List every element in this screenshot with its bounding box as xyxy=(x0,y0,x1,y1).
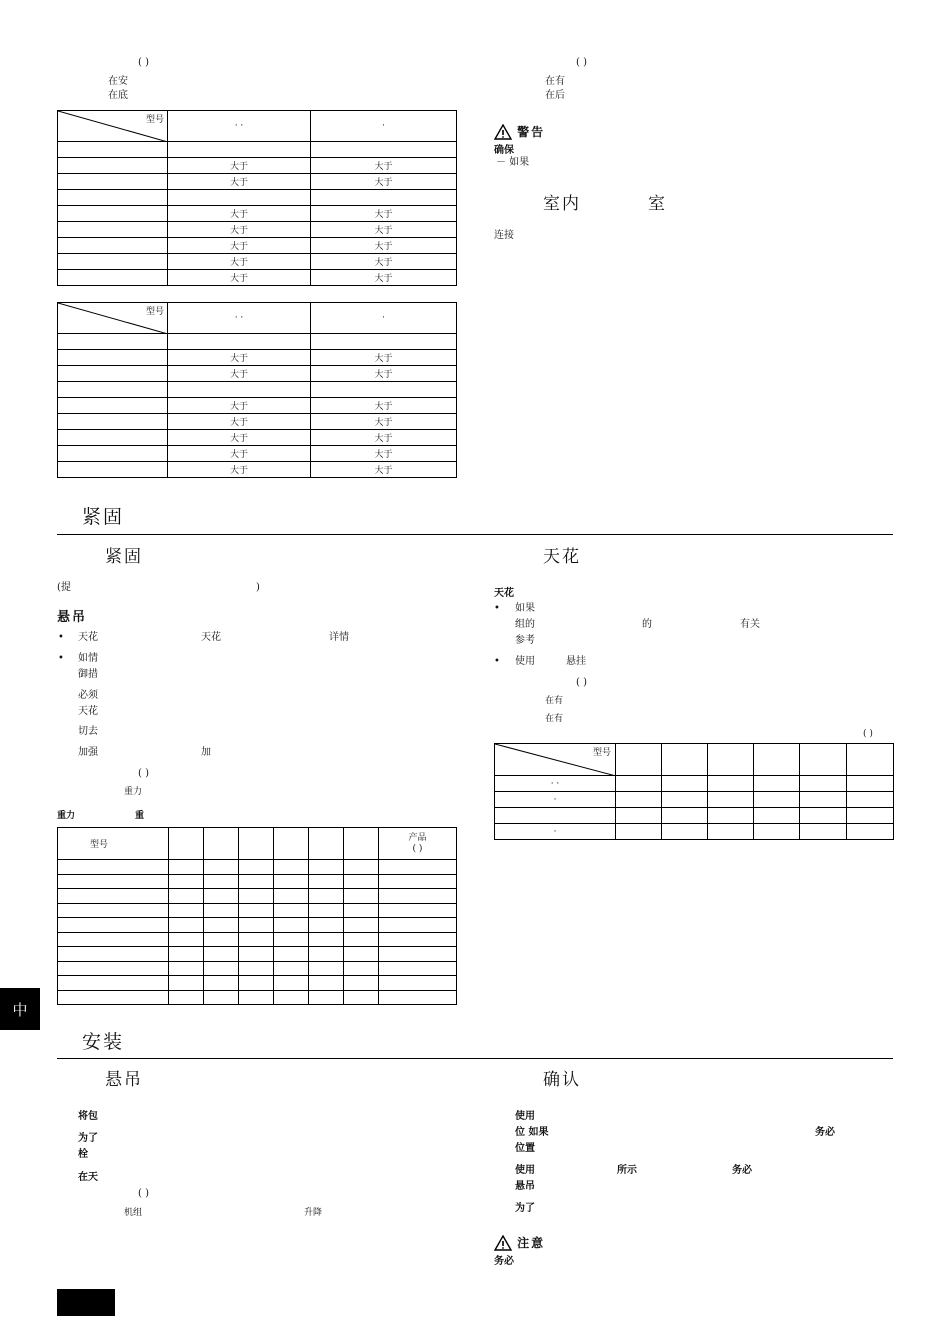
table-cell: 大于 xyxy=(311,174,457,190)
table-cell xyxy=(311,334,457,350)
ceiling-b2-b: 悬挂 xyxy=(566,656,586,667)
top-right-line2: 在后 xyxy=(545,90,565,101)
install-right-p3: 为了 xyxy=(515,1203,535,1214)
table-cell xyxy=(204,932,239,947)
table-cell xyxy=(344,961,379,976)
table-cell: 大于 xyxy=(311,414,457,430)
ceiling-paren: ( ) xyxy=(576,677,587,688)
ceiling-b1-line2b: 的 xyxy=(642,619,652,630)
table-cell xyxy=(344,874,379,889)
col-header-a: · · xyxy=(168,111,311,142)
table-cell: 大于 xyxy=(168,430,311,446)
indoor-text: 连接 xyxy=(494,230,514,241)
weight-label-b: 重 xyxy=(135,811,145,821)
table-cell xyxy=(379,961,457,976)
table-cell xyxy=(204,860,239,875)
top-left-line1: 在安 xyxy=(108,76,128,87)
table-cell xyxy=(239,947,274,962)
table-cell: 大于 xyxy=(168,174,311,190)
bullet-dot: • xyxy=(58,632,64,643)
top-left-paren: ( ) xyxy=(138,57,149,68)
table-cell: 大于 xyxy=(311,430,457,446)
table-cell xyxy=(309,947,344,962)
table-cell: 大于 xyxy=(311,350,457,366)
table-cell xyxy=(379,874,457,889)
table-cell xyxy=(168,382,311,398)
table-cell xyxy=(58,889,169,904)
product-paren: ( ) xyxy=(412,843,423,854)
bullet1-a: 天花 xyxy=(78,632,98,643)
ceiling-table xyxy=(494,743,894,840)
table-cell: 大于 xyxy=(311,462,457,478)
table-cell xyxy=(379,889,457,904)
table-cell xyxy=(58,860,169,875)
language-tab[interactable]: 中 xyxy=(0,988,40,1030)
col-header-b: · xyxy=(311,303,457,334)
table-cell xyxy=(239,874,274,889)
table-cell: 大于 xyxy=(168,366,311,382)
ceiling-paren-right: ( ) xyxy=(863,729,873,739)
install-right-p1b: 位 如果 xyxy=(515,1127,549,1138)
product-label: 产品 xyxy=(408,832,427,843)
install-left-p1: 将包 xyxy=(78,1111,98,1122)
table-cell xyxy=(239,889,274,904)
fasten-subheading-left: 紧固 xyxy=(105,547,143,567)
install-right-p2b: 悬吊 xyxy=(515,1181,535,1192)
table-row xyxy=(58,990,457,1005)
table-cell xyxy=(169,976,204,991)
table-cell xyxy=(204,976,239,991)
table-cell xyxy=(344,903,379,918)
hanger-heading: 悬吊 xyxy=(57,610,88,625)
page-number-box xyxy=(57,1289,115,1316)
install-left-p4a: 机组 xyxy=(124,1208,143,1218)
table-cell xyxy=(58,903,169,918)
install-right-p2a: 使用 xyxy=(515,1165,535,1176)
warning-triangle-icon xyxy=(494,124,512,140)
table-cell xyxy=(239,976,274,991)
table-cell xyxy=(274,889,309,904)
table-cell: 大于 xyxy=(311,158,457,174)
install-right-p2a-shown: 所示 xyxy=(617,1165,637,1176)
table-cell xyxy=(309,903,344,918)
ceiling-line-b: 在有 xyxy=(545,714,564,724)
table-cell: 大于 xyxy=(168,254,311,270)
table-cell xyxy=(311,142,457,158)
table-row xyxy=(58,903,457,918)
table-cell xyxy=(309,918,344,933)
top-right-paren: ( ) xyxy=(576,57,587,68)
table-cell xyxy=(58,961,169,976)
ceiling-b1-line1: 如果 xyxy=(515,603,535,614)
table-cell xyxy=(204,961,239,976)
table-cell xyxy=(274,976,309,991)
table-cell xyxy=(204,918,239,933)
table-cell xyxy=(344,976,379,991)
model-label: 型号 xyxy=(145,307,164,317)
table-cell xyxy=(274,874,309,889)
caution-line: 务必 xyxy=(494,1256,514,1267)
section-divider xyxy=(57,534,893,535)
table-row xyxy=(58,860,457,875)
install-left-p2a: 为了 xyxy=(78,1133,98,1144)
table-cell xyxy=(309,932,344,947)
table-cell xyxy=(169,918,204,933)
table-cell: 大于 xyxy=(168,270,311,286)
table-cell xyxy=(58,932,169,947)
install-left-paren: ( ) xyxy=(138,1188,149,1199)
ceiling-row-label: · · xyxy=(495,776,616,792)
table-cell xyxy=(344,889,379,904)
table-row xyxy=(58,976,457,991)
model-label: 型号 xyxy=(592,748,611,758)
install-left-p3: 在天 xyxy=(78,1172,98,1183)
table-cell xyxy=(58,976,169,991)
table-cell: 大于 xyxy=(168,398,311,414)
table-cell xyxy=(309,961,344,976)
table-cell xyxy=(204,889,239,904)
table-cell xyxy=(169,990,204,1005)
weight-label-a: 重力 xyxy=(57,811,76,821)
table-cell xyxy=(169,947,204,962)
table-cell xyxy=(239,918,274,933)
table-cell: 大于 xyxy=(168,206,311,222)
bullet-dot: • xyxy=(58,653,64,664)
table-cell xyxy=(379,932,457,947)
paren-note-open: (提 xyxy=(57,582,71,593)
table-cell xyxy=(379,990,457,1005)
reinforce-b: 加 xyxy=(201,747,211,758)
install-subheading-left: 悬吊 xyxy=(105,1070,143,1090)
table-cell xyxy=(379,903,457,918)
warning-triangle-icon xyxy=(494,1235,512,1251)
warning-title: 警告 xyxy=(517,125,546,139)
install-left-p2b: 栓 xyxy=(78,1149,88,1160)
table-cell xyxy=(274,932,309,947)
install-right-p1a: 使用 xyxy=(515,1111,535,1122)
col-header-a: · · xyxy=(168,303,311,334)
table-cell xyxy=(309,889,344,904)
section-fasten-title: 紧固 xyxy=(82,506,125,528)
table-cell: 大于 xyxy=(311,254,457,270)
table-cell: 大于 xyxy=(311,270,457,286)
install-left-p4b: 升降 xyxy=(304,1208,323,1218)
indoor-heading-b: 室 xyxy=(648,194,667,214)
table-cell xyxy=(344,990,379,1005)
col-header-b: · xyxy=(311,111,457,142)
table-cell xyxy=(274,947,309,962)
gravity-label: 重力 xyxy=(124,787,143,797)
table-cell: 大于 xyxy=(311,446,457,462)
warning-line2: － 如果 xyxy=(496,157,530,168)
table-cell xyxy=(58,947,169,962)
table-cell xyxy=(344,932,379,947)
install-right-p2a-must: 务必 xyxy=(732,1165,752,1176)
table-cell xyxy=(204,903,239,918)
caution-title: 注意 xyxy=(517,1236,546,1250)
top-right-line1: 在有 xyxy=(545,76,565,87)
clearance-table-1 xyxy=(57,110,457,286)
ceiling-row-label: · xyxy=(495,824,616,840)
table-cell xyxy=(274,990,309,1005)
table-cell xyxy=(274,918,309,933)
table-cell xyxy=(168,190,311,206)
table-cell xyxy=(239,961,274,976)
table-cell xyxy=(379,976,457,991)
table-cell xyxy=(169,889,204,904)
table-cell xyxy=(239,860,274,875)
table-cell xyxy=(379,947,457,962)
ceiling-b1-line2a: 组的 xyxy=(515,619,535,630)
top-left-line2: 在底 xyxy=(108,90,128,101)
ceiling-line-a: 在有 xyxy=(545,696,564,706)
table-cell: 大于 xyxy=(168,222,311,238)
table-cell xyxy=(239,932,274,947)
table-row xyxy=(58,918,457,933)
table-cell: 大于 xyxy=(168,446,311,462)
table-row xyxy=(58,889,457,904)
must-line1: 必须 xyxy=(78,690,98,701)
install-right-p1b-must: 务必 xyxy=(815,1127,835,1138)
bullet1-b: 天花 xyxy=(201,632,221,643)
ceiling-b1-line3: 参考 xyxy=(515,635,535,646)
model-label: 型号 xyxy=(145,115,164,125)
table-cell xyxy=(204,990,239,1005)
table-cell xyxy=(239,903,274,918)
table-cell xyxy=(58,918,169,933)
table-cell xyxy=(169,874,204,889)
bullet2-line1: 如情 xyxy=(78,653,98,664)
table-cell: 大于 xyxy=(311,206,457,222)
table-header-diagonal xyxy=(58,111,168,142)
table-cell: 大于 xyxy=(168,350,311,366)
table-row xyxy=(58,961,457,976)
warning-line1: 确保 xyxy=(494,145,514,156)
table-cell xyxy=(344,860,379,875)
table-cell: 大于 xyxy=(168,462,311,478)
weight-product-header xyxy=(379,828,457,860)
bullet2-line2: 御措 xyxy=(78,669,98,680)
table-cell xyxy=(309,860,344,875)
table-cell xyxy=(168,334,311,350)
table-cell: 大于 xyxy=(168,238,311,254)
table-cell xyxy=(58,990,169,1005)
table-cell xyxy=(169,860,204,875)
indoor-heading-a: 室内 xyxy=(543,194,581,214)
table-header-diagonal xyxy=(58,303,168,334)
table-cell xyxy=(239,990,274,1005)
ceiling-row-label: · xyxy=(495,792,616,808)
table-cell xyxy=(344,947,379,962)
table-cell xyxy=(309,874,344,889)
fasten-subheading-right: 天花 xyxy=(543,547,581,567)
install-subheading-right: 确认 xyxy=(543,1070,581,1090)
table-cell xyxy=(379,918,457,933)
ceiling-row-label xyxy=(495,808,616,824)
ceiling-b2-a: 使用 xyxy=(515,656,535,667)
reinforce-a: 加强 xyxy=(78,747,98,758)
ceiling-title: 天花 xyxy=(494,588,514,599)
table-row xyxy=(58,932,457,947)
weight-model-header: 型号 xyxy=(58,828,169,860)
table-cell xyxy=(309,976,344,991)
table-cell xyxy=(58,874,169,889)
table-cell: 大于 xyxy=(311,222,457,238)
install-right-p1c: 位置 xyxy=(515,1143,535,1154)
weight-table xyxy=(57,827,457,1005)
table-cell xyxy=(379,860,457,875)
section-install-title: 安装 xyxy=(82,1031,125,1053)
table-cell: 大于 xyxy=(311,238,457,254)
table-cell xyxy=(274,860,309,875)
paren-note-close: ) xyxy=(256,582,260,593)
table-row xyxy=(58,947,457,962)
fasten-paren: ( ) xyxy=(138,768,149,779)
table-cell xyxy=(204,947,239,962)
clearance-table-2 xyxy=(57,302,457,478)
table-cell: 大于 xyxy=(168,414,311,430)
table-cell xyxy=(169,903,204,918)
cut-line: 切去 xyxy=(78,726,98,737)
warning-heading xyxy=(494,121,545,140)
bullet-dot: • xyxy=(494,603,500,614)
table-cell: 大于 xyxy=(311,366,457,382)
table-row xyxy=(58,874,457,889)
table-cell xyxy=(204,874,239,889)
bullet1-c: 详情 xyxy=(329,632,349,643)
bullet-dot: • xyxy=(494,656,500,667)
table-cell xyxy=(274,903,309,918)
table-cell xyxy=(274,961,309,976)
table-cell xyxy=(169,961,204,976)
ceiling-b1-line2c: 有关 xyxy=(740,619,760,630)
table-cell xyxy=(309,990,344,1005)
section-divider xyxy=(57,1058,893,1059)
caution-heading xyxy=(494,1232,545,1251)
table-cell: 大于 xyxy=(311,398,457,414)
table-cell xyxy=(168,142,311,158)
table-header-diagonal xyxy=(495,744,616,776)
table-cell xyxy=(344,918,379,933)
table-cell xyxy=(311,190,457,206)
table-cell xyxy=(311,382,457,398)
table-cell: 大于 xyxy=(168,158,311,174)
must-line2: 天花 xyxy=(78,706,98,717)
table-cell xyxy=(169,932,204,947)
